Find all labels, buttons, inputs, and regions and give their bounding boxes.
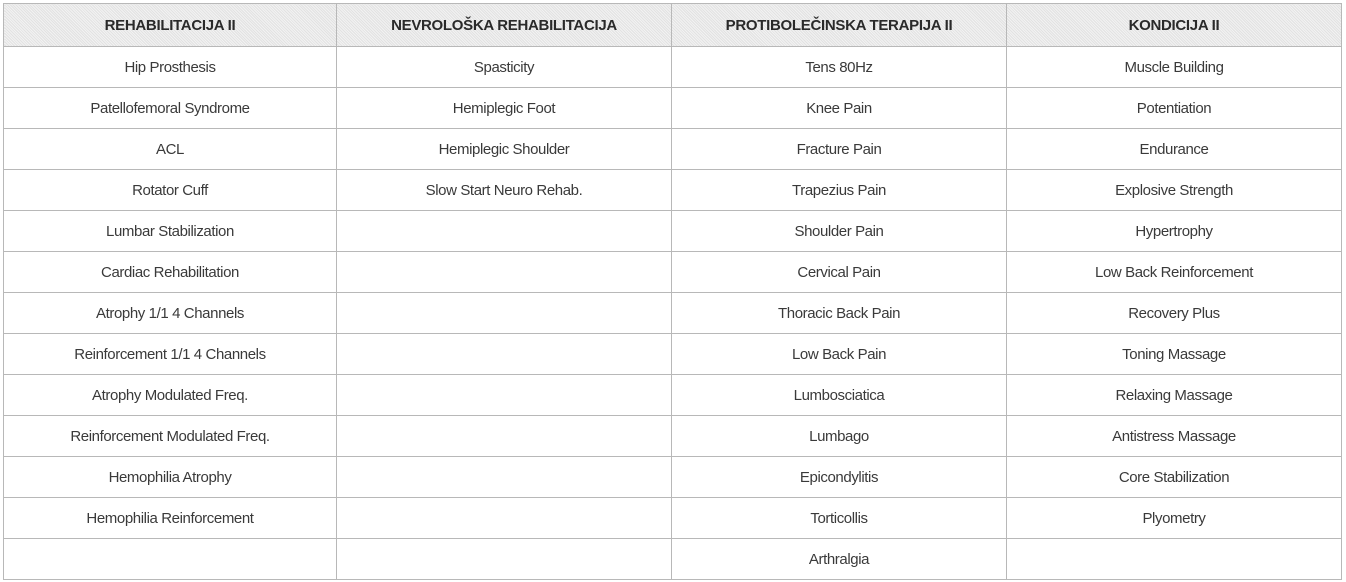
table-row bbox=[4, 211, 1342, 252]
table-cell: Fracture Pain bbox=[672, 129, 1007, 170]
table-cell: Hypertrophy bbox=[1007, 211, 1342, 252]
table-cell: Core Stabilization bbox=[1007, 457, 1342, 498]
table-cell: Lumbar Stabilization bbox=[4, 211, 337, 252]
table-cell: Knee Pain bbox=[672, 88, 1007, 129]
table-cell: Hemophilia Reinforcement bbox=[4, 498, 337, 539]
table-cell: Atrophy Modulated Freq. bbox=[4, 375, 337, 416]
table-cell bbox=[337, 211, 672, 252]
table-cell: Spasticity bbox=[337, 47, 672, 88]
table-cell: Plyometry bbox=[1007, 498, 1342, 539]
table-cell: Toning Massage bbox=[1007, 334, 1342, 375]
table-cell: Cervical Pain bbox=[672, 252, 1007, 293]
table-cell bbox=[337, 457, 672, 498]
table-cell: Atrophy 1/1 4 Channels bbox=[4, 293, 337, 334]
table-cell: Antistress Massage bbox=[1007, 416, 1342, 457]
table-cell: Thoracic Back Pain bbox=[672, 293, 1007, 334]
header-protibolecinska-terapija: PROTIBOLEČINSKA TERAPIJA II bbox=[672, 4, 1007, 47]
table-cell: Relaxing Massage bbox=[1007, 375, 1342, 416]
table-cell: Rotator Cuff bbox=[4, 170, 337, 211]
table-cell: Hemophilia Atrophy bbox=[4, 457, 337, 498]
table-row bbox=[4, 47, 1342, 88]
table-cell bbox=[1007, 539, 1342, 580]
table-cell: Lumbago bbox=[672, 416, 1007, 457]
table-row bbox=[4, 416, 1342, 457]
header-kondicija: KONDICIJA II bbox=[1007, 4, 1342, 47]
table-row bbox=[4, 539, 1342, 580]
table-cell: Trapezius Pain bbox=[672, 170, 1007, 211]
table-cell: Epicondylitis bbox=[672, 457, 1007, 498]
table-row bbox=[4, 498, 1342, 539]
table-body bbox=[4, 47, 1342, 580]
table-cell: Patellofemoral Syndrome bbox=[4, 88, 337, 129]
table-cell: Slow Start Neuro Rehab. bbox=[337, 170, 672, 211]
table-row bbox=[4, 129, 1342, 170]
program-table-container bbox=[3, 3, 1341, 580]
table-row bbox=[4, 334, 1342, 375]
table-cell: Hemiplegic Shoulder bbox=[337, 129, 672, 170]
program-table bbox=[3, 3, 1342, 580]
header-rehabilitacija: REHABILITACIJA II bbox=[4, 4, 337, 47]
table-cell bbox=[337, 498, 672, 539]
table-cell bbox=[337, 539, 672, 580]
table-cell: Reinforcement 1/1 4 Channels bbox=[4, 334, 337, 375]
table-row bbox=[4, 457, 1342, 498]
table-cell bbox=[4, 539, 337, 580]
table-cell: Arthralgia bbox=[672, 539, 1007, 580]
table-header bbox=[4, 4, 1342, 47]
table-cell bbox=[337, 375, 672, 416]
table-row bbox=[4, 375, 1342, 416]
table-cell: Endurance bbox=[1007, 129, 1342, 170]
table-cell: Muscle Building bbox=[1007, 47, 1342, 88]
table-cell: Low Back Pain bbox=[672, 334, 1007, 375]
table-cell: Low Back Reinforcement bbox=[1007, 252, 1342, 293]
table-row bbox=[4, 252, 1342, 293]
table-cell: Torticollis bbox=[672, 498, 1007, 539]
header-nevroloska-rehabilitacija: NEVROLOŠKA REHABILITACIJA bbox=[337, 4, 672, 47]
table-cell: ACL bbox=[4, 129, 337, 170]
table-cell: Tens 80Hz bbox=[672, 47, 1007, 88]
table-cell: Hemiplegic Foot bbox=[337, 88, 672, 129]
table-cell bbox=[337, 252, 672, 293]
table-cell: Hip Prosthesis bbox=[4, 47, 337, 88]
table-cell bbox=[337, 416, 672, 457]
table-row bbox=[4, 170, 1342, 211]
header-row bbox=[4, 4, 1342, 47]
table-cell: Reinforcement Modulated Freq. bbox=[4, 416, 337, 457]
table-row bbox=[4, 88, 1342, 129]
table-cell: Cardiac Rehabilitation bbox=[4, 252, 337, 293]
table-cell: Explosive Strength bbox=[1007, 170, 1342, 211]
table-cell: Lumbosciatica bbox=[672, 375, 1007, 416]
table-row bbox=[4, 293, 1342, 334]
table-cell bbox=[337, 293, 672, 334]
table-cell: Shoulder Pain bbox=[672, 211, 1007, 252]
table-cell: Recovery Plus bbox=[1007, 293, 1342, 334]
table-cell bbox=[337, 334, 672, 375]
table-cell: Potentiation bbox=[1007, 88, 1342, 129]
